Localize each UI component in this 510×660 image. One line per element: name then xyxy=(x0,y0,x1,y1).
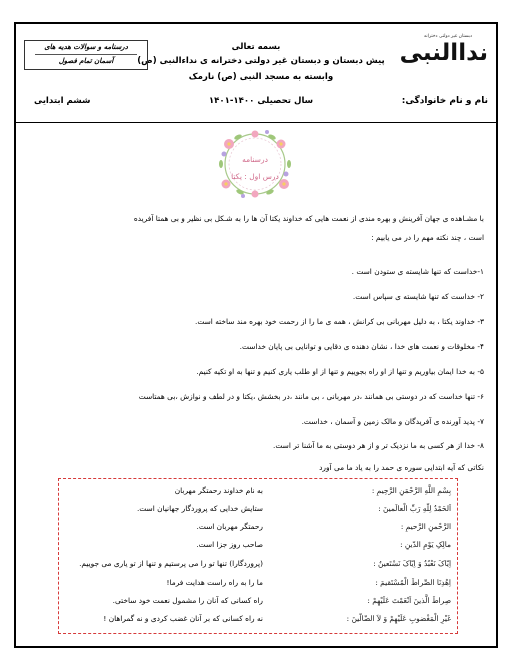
wreath-icon xyxy=(207,128,303,200)
point-item: ۱-خداست که تنها شایسته ی ستودن است . xyxy=(351,267,484,276)
verse-arabic: غَیْرِ الْمَغْضوبِ عَلَیْهِمْ وَ لاَ الضّالّینَ : xyxy=(346,614,451,623)
bismillah-heading: بسمه تعالی xyxy=(231,42,281,52)
verse-arabic: الرَّحْمنِ الرَّحیمِ : xyxy=(400,522,451,531)
grade-label: ششم ابتدایی xyxy=(34,96,91,106)
verse-meaning: به نام خداوند رحمتگر مهربان xyxy=(174,486,263,495)
point-item: ۶- تنها خداست که در دوستی بی همانند ،در مهربانی ، بی مانند ،در بخشش ،یکتا و در لطف و نوازش ،بی همتاست xyxy=(138,392,484,401)
verse-arabic: صِراطَ الَّذینَ اَنْعَمْتَ عَلَیْهِمْ : xyxy=(367,596,451,605)
verse-meaning: ستایش خدایی که پروردگار جهانیان است. xyxy=(136,504,263,513)
verse-meaning: (پروردگارا) تنها تو را می پرستیم و تنها از تو یاری می جوییم. xyxy=(79,559,263,568)
quran-row xyxy=(59,537,459,555)
logo-subtitle: دبستان غیر دولتی دخترانه xyxy=(424,34,472,39)
verse-arabic: بِسْمِ اللَّهِ الرَّحْمَنِ الرَّحِیمِ : xyxy=(371,486,451,495)
quran-row xyxy=(59,611,459,629)
header-divider xyxy=(16,122,496,123)
topic-line-2: آسمان تمام فصول xyxy=(58,57,114,65)
school-name: پیش دبستان و دبستان غیر دولتی دخترانه ی نداءالنبی (ص) xyxy=(137,56,385,66)
verse-meaning: راه کسانی که آنان را مشمول نعمت خود ساختی. xyxy=(112,596,263,605)
school-year: سال تحصیلی ۱۴۰۰-۱۴۰۱ xyxy=(208,96,314,106)
topic-line-1: درسنامه و سوالات هدیه های xyxy=(44,43,128,51)
quran-row xyxy=(59,575,459,593)
quran-row xyxy=(59,483,459,501)
quran-row xyxy=(59,501,459,519)
point-item: ۸- خدا از هر کسی به ما نزدیک تر و از هر دوستی به ما آشنا تر است. xyxy=(273,441,484,450)
point-item: ۷- پدید آورنده ی آفریدگان و مالک زمین و آسمان ، خداست. xyxy=(301,417,484,426)
point-item: ۳- خداوند یکتا ، به دلیل مهربانی بی کرانش ، همه ی ما را از رحمت خود بهره مند ساخته است. xyxy=(195,317,484,326)
verse-arabic: اِیّاکَ نَعْبُدُ وَ اِیّاکَ نَسْتَعینُ : xyxy=(373,559,451,568)
intro-line-1: با مشـاهده ی جهان آفرینش و بهره مندی از نعمت هایی که خداوند یکتا آن ها را به شـکل بی نظیر و بی همتا آفریده xyxy=(133,214,484,223)
verse-arabic: مالِکِ یَوْمِ الدّینِ : xyxy=(400,540,451,549)
floral-wreath xyxy=(207,128,303,200)
lesson-title: درس اول : یکتا xyxy=(231,172,279,181)
school-logo xyxy=(399,34,488,66)
wreath-title: درسنامه xyxy=(242,155,268,164)
verse-meaning: صاحب روز جزا است. xyxy=(196,540,263,549)
intro-line-2: است ، چند نکته مهم را در می یابیم : xyxy=(371,233,484,242)
verse-arabic: اِهْدِنَا الصِّراطَ الْمُسْتَقیمَ : xyxy=(375,578,451,587)
verse-meaning: نه راه کسانی که بر آنان غضب کردی و نه گمراهان ! xyxy=(103,614,263,623)
logo-text: نداالنبی xyxy=(399,40,488,66)
verse-meaning: ما را به راه راست هدایت فرما! xyxy=(166,578,263,587)
quran-row xyxy=(59,556,459,574)
header xyxy=(16,24,496,120)
verse-arabic: اَلحَمْدُ لِلّهِ رَبِّ الْعالَمینَ : xyxy=(378,504,451,513)
quran-translation-box xyxy=(58,478,458,634)
student-name-label: نام و نام خانوادگی: xyxy=(401,96,488,106)
school-affiliation: وابسته به مسجد النبی (ص) نارمک xyxy=(188,72,334,82)
verse-meaning: رحمتگر مهربان است. xyxy=(196,522,263,531)
topic-box xyxy=(24,40,148,70)
quran-row xyxy=(59,519,459,537)
point-item: ۴- مخلوقات و نعمت های خدا ، نشان دهنده ی دقایی و توانایی بی پایان خداست. xyxy=(239,342,484,351)
point-item: ۲- خداست که تنها شایسته ی سپاس است. xyxy=(352,292,484,301)
quran-row xyxy=(59,593,459,611)
surah-intro: نکاتی که آیه ابتدایی سوره ی حمد را به یاد ما می آورد xyxy=(319,463,484,472)
point-item: ۵- به خدا ایمان بیاوریم و تنها از او راه بجوییم و تنها از او طلب یاری کنیم و تنها به او تکیه کنیم. xyxy=(196,367,484,376)
